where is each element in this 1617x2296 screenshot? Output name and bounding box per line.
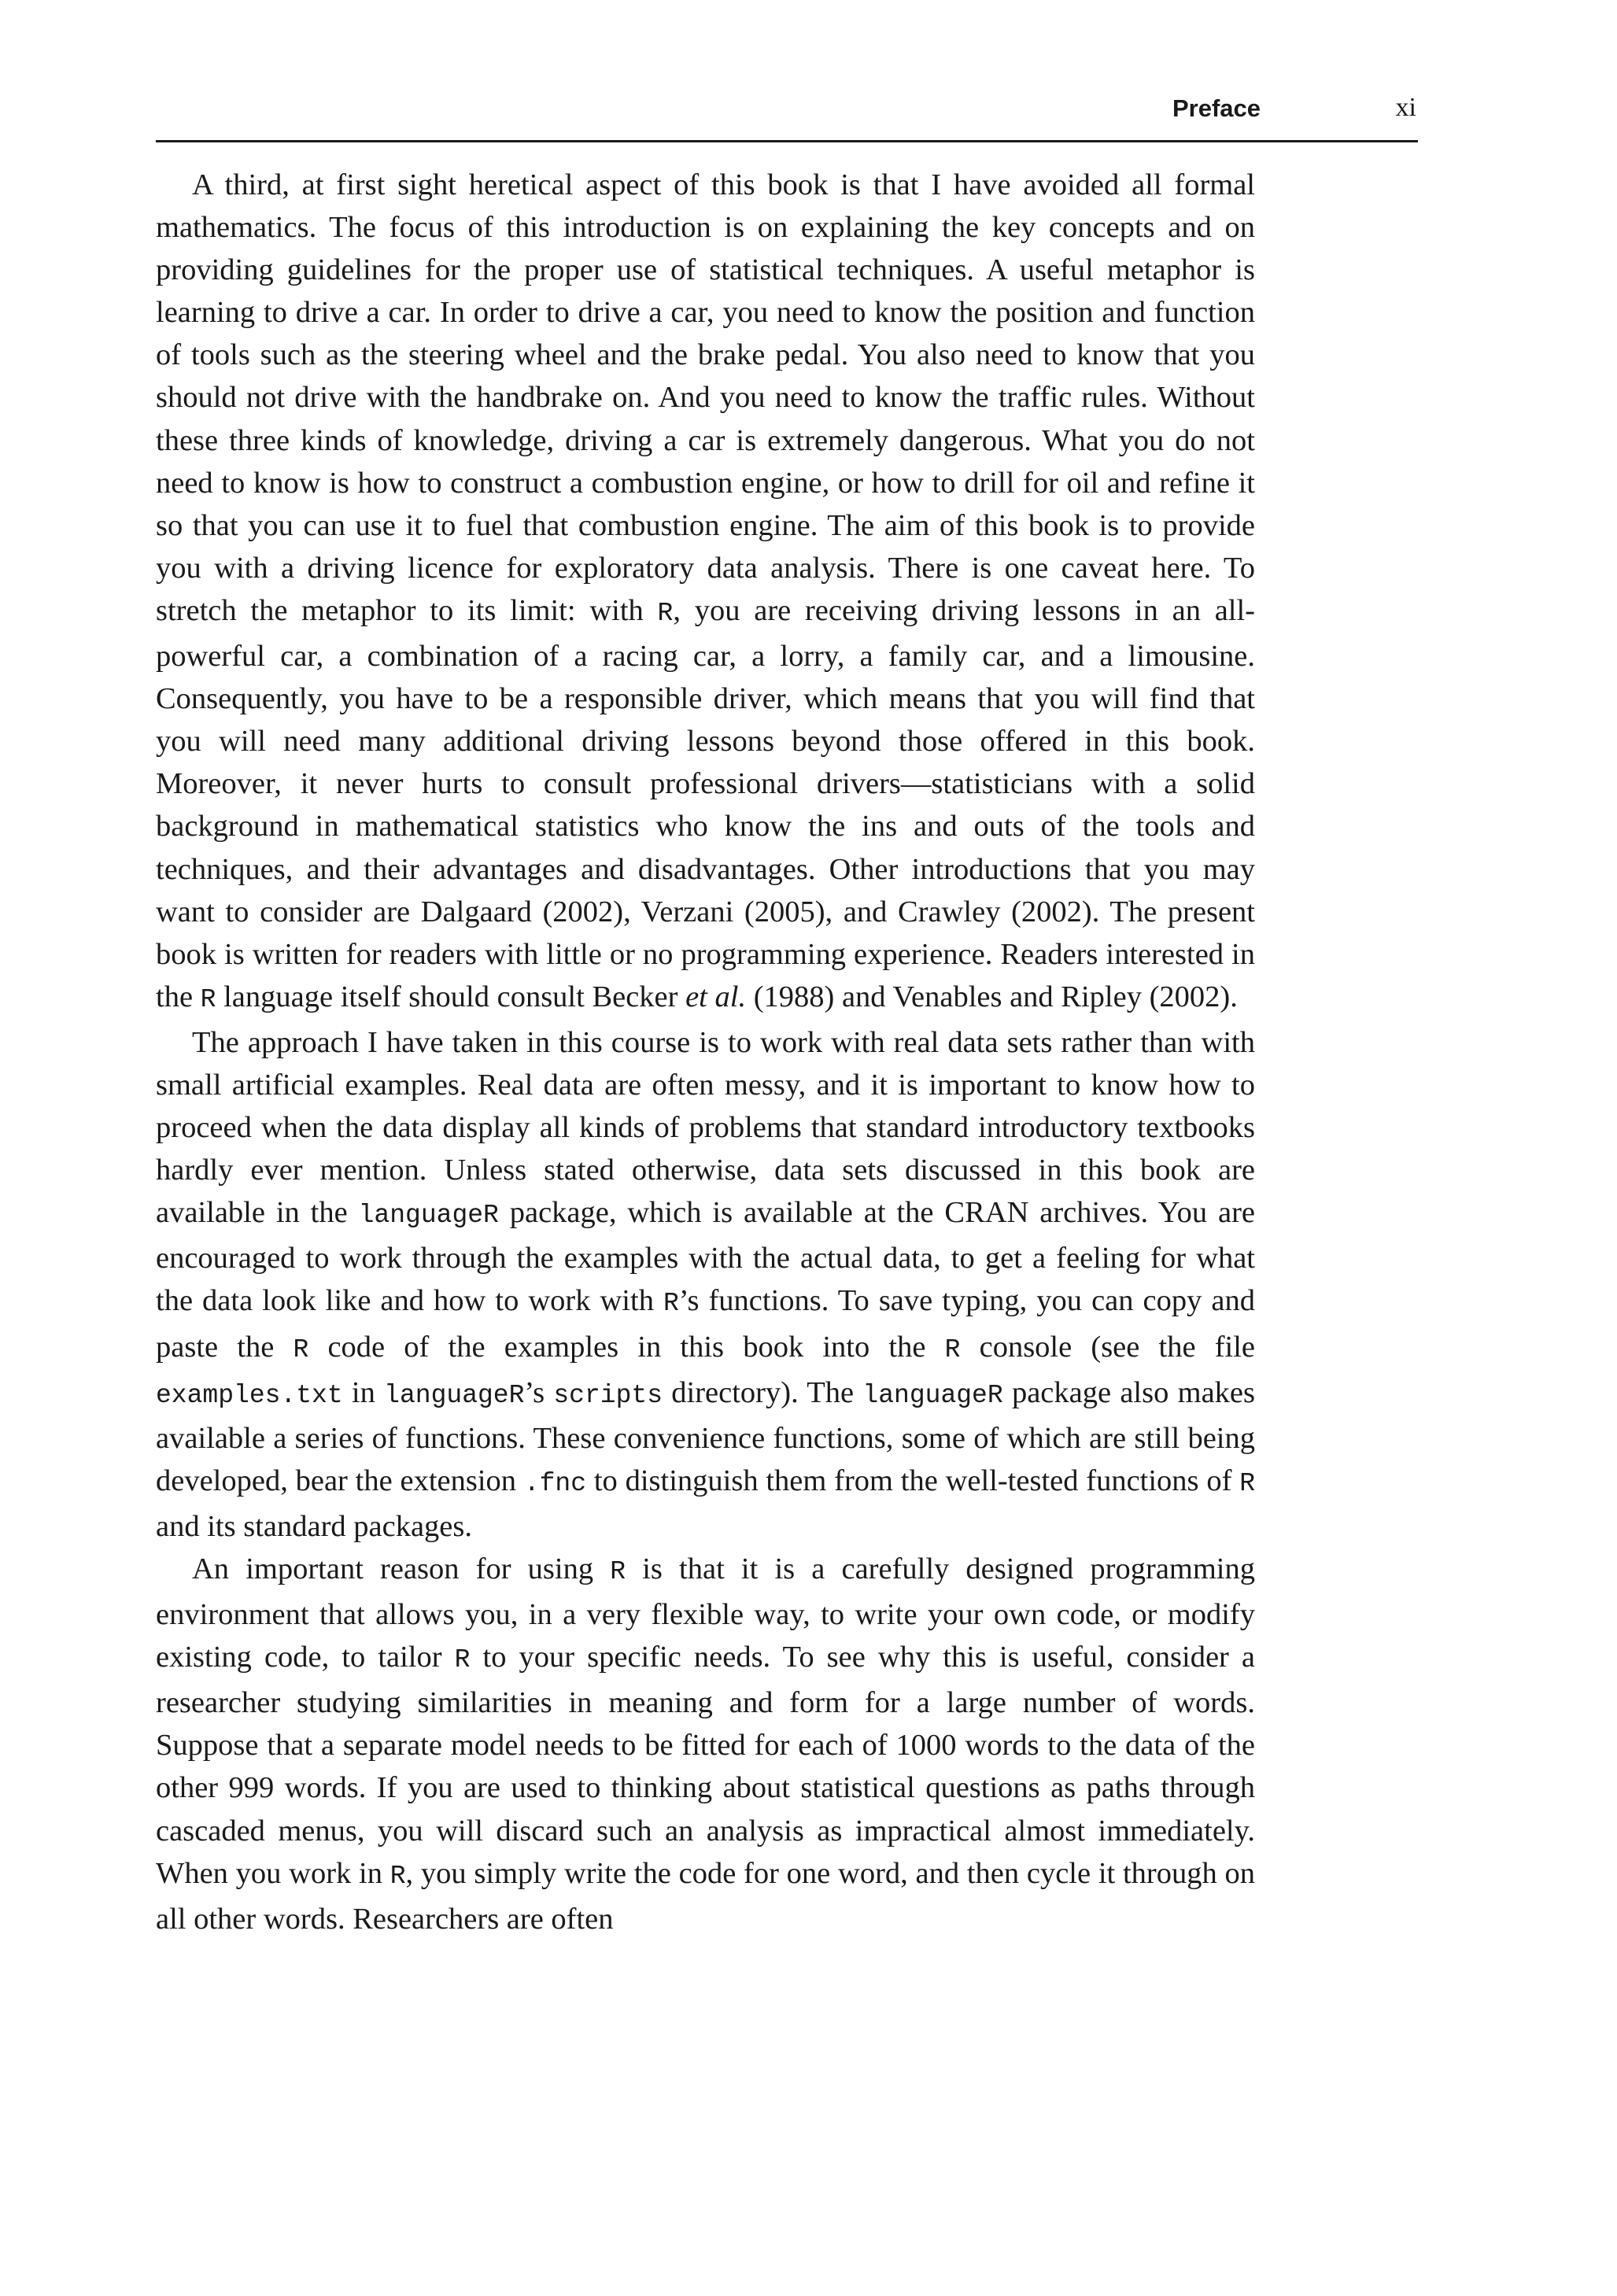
running-title: Preface [1172,94,1261,122]
body-text [156,164,1255,1940]
page-number: xi [1395,93,1416,122]
paragraph-1: A third, at first sight heretical aspect of this book is that I have avoided all formal mathematics. The focus of this introduction is on explaining the key concepts and on providing guidelines for the proper use of statistical techniques. A useful metaphor is learning to drive a car. In order to drive a car, you need to know the position and function of tools such as the steering wheel and the brake pedal. You also need to know that you should not drive with the handbrake on. And you need to know the traffic rules. Without these three kinds of knowledge, driving a car is extremely dangerous. What you do not need to know is how to construct a combustion engine, or how to drill for oil and refine it so that you can use it to fuel that combustion engine. The aim of this book is to provide you with a driving licence for exploratory data analysis. There is one caveat here. To stretch the metaphor to its limit: with R, you are receiving driving lessons in an all-powerful car, a combination of a racing car, a lorry, a family car, and a limousine. Consequently, you have to be a responsible driver, which means that you will find that you will need many additional driving lessons beyond those offered in this book. Moreover, it never hurts to consult professional drivers—statisticians with a solid background in mathematical statistics who know the ins and outs of the tools and techniques, and their advantages and disadvantages. Other introductions that you may want to consider are Dalgaard (2002), Verzani (2005), and Crawley (2002). The present book is written for readers with little or no programming experience. Readers interested in the R language itself should consult Becker et al. (1988) and Venables and Ripley (2002). [156,168,1256,1014]
paragraph-2: The approach I have taken in this course is to work with real data sets rather than with small artificial examples. Real data are often messy, and it is important to know how to proceed when the data display all kinds of problems that standard introductory textbooks hardly ever mention. Unless stated otherwise, data sets discussed in this book are available in the languageR package, which is available at the CRAN archives. You are encouraged to work through the examples with the actual data, to get a feeling for what the data look like and how to work with R’s functions. To save typing, you can copy and paste the R code of the examples in this book into the R console (see the file examples.txt in languageR’s scripts directory). The languageR package also makes available a series of functions. These convenience functions, some of which are still being developed, bear the extension .fnc to distinguish them from the well-tested functions of R and its standard packages. [156,1025,1256,1543]
page-header [156,88,1418,142]
paragraph-3: An important reason for using R is that it is a carefully designed programming environment that allows you, in a very flexible way, to write your own code, or modify existing code, to tailor R to your specific needs. To see why this is useful, consider a researcher studying similarities in meaning and form for a large number of words. Suppose that a separate model needs to be fitted for each of 1000 words to the data of the other 999 words. If you are used to thinking about statistical questions as paths through cascaded menus, you will discard such an analysis as impractical almost immediately. When you work in R, you simply write the code for one word, and then cycle it through on all other words. Researchers are often [156,1552,1255,1936]
